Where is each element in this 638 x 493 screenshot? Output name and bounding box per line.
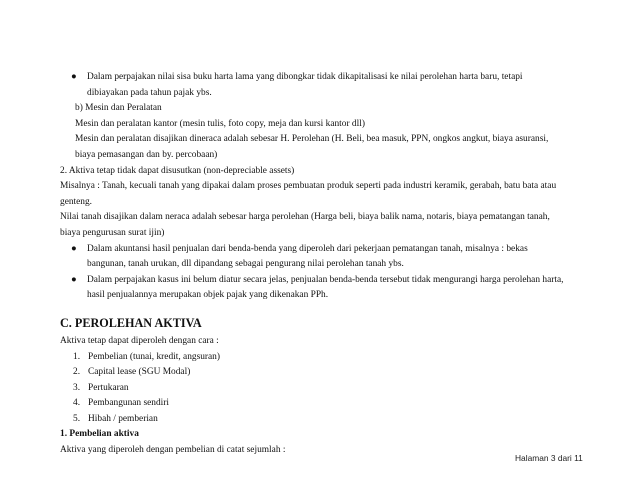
paragraph-line: genteng. [60,196,93,207]
bullet-icon: ● [71,243,77,254]
paragraph-line: Mesin dan peralatan disajikan dineraca adalah sebesar H. Perolehan (H. Beli, bea masuk, PPN, ongkos angkut, biaya asuransi, [75,134,549,145]
sub-item-b: b) Mesin dan Peralatan [75,103,162,114]
item-text: Hibah / pemberian [88,413,158,424]
bullet-text: Dalam perpajakan kasus ini belum diatur secara jelas, penjualan benda-benda tersebut tidak mengurangi harga perolehan harta, [87,274,564,285]
numbered-item [60,396,595,412]
bullet-icon: ● [71,274,77,285]
page-content [60,70,595,459]
bullet-item [60,273,595,289]
subsection-title: 1. Pembelian aktiva [60,429,139,440]
section-2-title: 2. Aktiva tetap tidak dapat disusutkan (non-depreciable assets) [60,165,295,176]
numbered-item [60,381,595,397]
paragraph-line: Misalnya : Tanah, kecuali tanah yang dipakai dalam proses pembuatan produk seperti pada industri keramik, gerabah, batu bata atau [60,181,557,192]
item-number: 2. [73,367,81,378]
item-number: 5. [73,413,81,424]
item-text: Pembangunan sendiri [88,398,169,409]
item-text: Pertukaran [88,382,129,393]
page-number-footer: Halaman 3 dari 11 [515,453,583,463]
bullet-item [60,70,595,86]
paragraph-line: Nilai tanah disajikan dalam neraca adalah sebesar harga perolehan (Harga beli, biaya balik nama, notaris, biaya pematangan tanah, [60,212,550,223]
item-number: 4. [73,398,81,409]
paragraph-line: Aktiva yang diperoleh dengan pembelian di catat sejumlah : [60,445,286,456]
bullet-text-cont: bangunan, tanah urukan, dll dipandang sebagai pengurang nilai perolehan tanah ybs. [87,259,404,270]
sub-item-b-desc: Mesin dan peralatan kantor (mesin tulis, foto copy, meja dan kursi kantor dll) [75,118,365,129]
bullet-item [60,242,595,258]
numbered-item [60,365,595,381]
paragraph-line: biaya pengurusan surat ijin) [60,227,165,238]
item-text: Pembelian (tunai, kredit, angsuran) [88,351,220,362]
numbered-item [60,412,595,428]
section-c-intro: Aktiva tetap dapat diperoleh dengan cara : [60,335,219,346]
bullet-icon: ● [71,72,77,82]
bullet-text-cont: hasil penjualannya merupakan objek pajak yang dikenakan PPh. [87,290,329,301]
bullet-text-cont: dibiayakan pada tahun pajak ybs. [87,87,212,98]
bullet-text: Dalam akuntansi hasil penjualan dari benda-benda yang diperoleh dari pekerjaan pematangan tanah, misalnya : bekas [87,243,528,254]
item-number: 3. [73,382,81,393]
paragraph-line: biaya pemasangan dan by. percobaan) [75,149,218,160]
item-number: 1. [73,351,81,362]
numbered-item [60,350,595,366]
bullet-text: Dalam perpajakan nilai sisa buku harta lama yang dibongkar tidak dikapitalisasi ke nilai perolehan harta baru, tetapi [87,72,523,82]
section-c-heading: C. PEROLEHAN AKTIVA [60,315,202,330]
item-text: Capital lease (SGU Modal) [88,367,191,378]
